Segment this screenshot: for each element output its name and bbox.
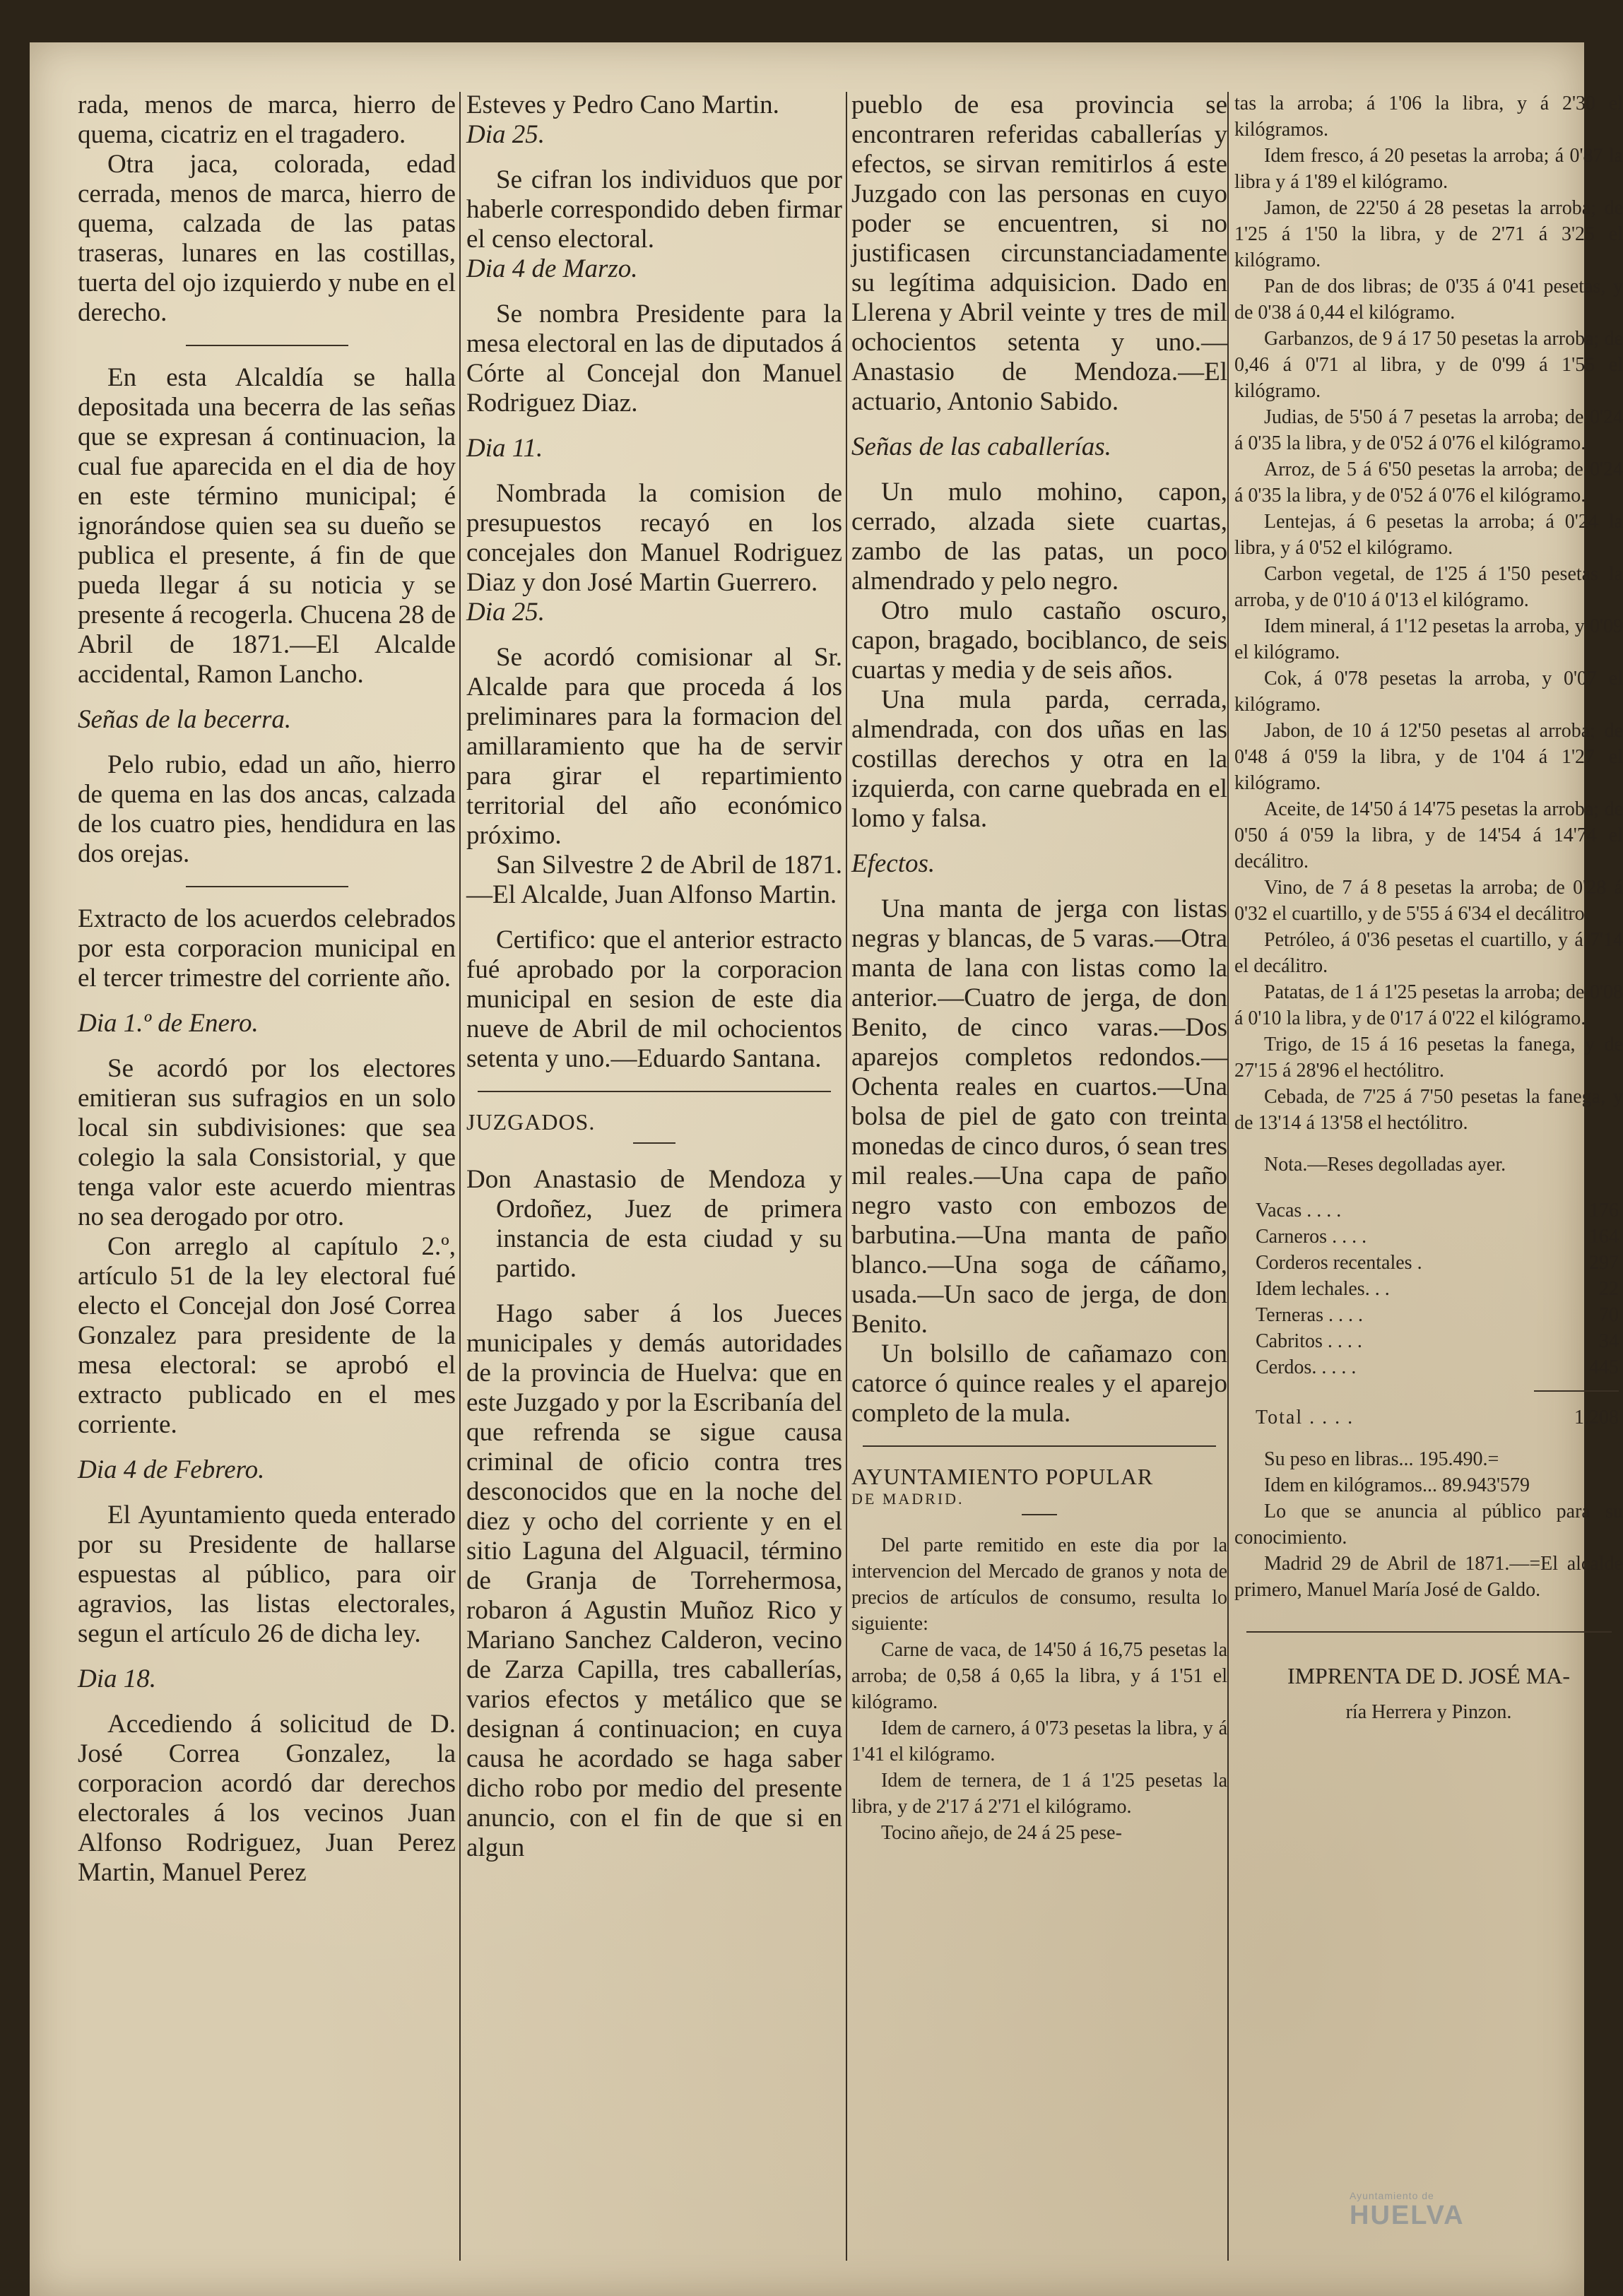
watermark-line: HUELVA [1350,2201,1465,2230]
date-heading: Dia 11. [466,434,543,463]
total-row [1234,1392,1623,1431]
divider [186,345,348,346]
table-row [1234,1250,1623,1276]
date-heading: Dia 4 de Marzo. [466,254,638,283]
row-label: Terneras . . . . [1256,1304,1363,1326]
paragraph: Con arreglo al capítulo 2.º, artículo 51 de la ley electoral fué electo el Concejal don José Correa Gonzalez para presidente de la mesa electoral: se aprobó el extracto publicado en el mes corriente. [78,1232,456,1439]
imprint-line: IMPRENTA DE D. JOSÉ MA- [1287,1663,1571,1688]
paragraph: Lo que se anuncia al público para su conocimiento. [1234,1501,1623,1549]
paragraph: Se nombra Presidente para la mesa electoral en las de diputados á Córte al Concejal don Manuel Rodriguez Diaz. [466,300,842,418]
total-label: Total . . . . [1256,1407,1355,1428]
section-heading: AYUNTAMIENTO POPULAR [851,1464,1154,1489]
paragraph: Madrid 29 de Abril de 1871.—=El alcalde primero, Manuel María José de Galdo. [1234,1553,1623,1601]
paragraph: Idem de carnero, á 0'73 pesetas la libra, y á 1'41 el kilógramo. [851,1717,1227,1765]
row-label: Cerdos. . . . . [1256,1356,1357,1378]
paragraph: Idem mineral, á 1'12 pesetas la arroba, y 0'09 el kilógramo. [1234,615,1623,663]
watermark-line: Ayuntamiento de [1350,2190,1434,2201]
paragraph: pueblo de esa provincia se encontraren referidas caballerías y efectos, se sirvan remitirlos á este Juzgado con las personas en cuyo poder se encuentren, si no justificasen circunstanciadamente su legítima adquisicion. Dado en Llerena y Abril veinte y tres de mil ochocientos setenta y uno.—Anastasio de Mendoza.—El actuario, Antonio Sabido. [851,90,1227,416]
table-row [1234,1276,1623,1302]
row-label: Idem lechales. . . [1256,1278,1390,1300]
divider [633,1142,675,1144]
paragraph: San Silvestre 2 de Abril de 1871.—El Alcalde, Juan Alfonso Martin. [466,851,842,909]
paragraph: Trigo, de 15 á 16 pesetas la fanega, y de 27'15 á 28'96 el hectólitro. [1234,1034,1623,1082]
paragraph: Patatas, de 1 á 1'25 pesetas la arroba; de 0'08 á 0'10 la libra, y de 0'17 á 0'22 el kilógramo. [1234,981,1623,1029]
paragraph: Del parte remitido en este dia por la intervencion del Mercado de granos y nota de precios de artículos de consumo, resulta lo siguiente: [851,1534,1227,1635]
column-1 [78,90,456,2268]
row-value: 70 [1599,1304,1619,1326]
paragraph: Tocino añejo, de 24 á 25 pese- [881,1822,1122,1844]
date-heading: Dia 25. [466,120,545,149]
table-row [1234,1354,1623,1380]
paragraph: Aceite, de 14'50 á 14'75 pesetas la arroba; de 0'50 á 0'59 la libra, y de 14'54 á 14'74 el decálitro. [1234,798,1623,872]
paragraph: Idem de ternera, de 1 á 1'25 pesetas la libra, y de 2'17 á 2'71 el kilógramo. [851,1770,1227,1818]
column-4 [1234,90,1623,2268]
paragraph: Jabon, de 10 á 12'50 pesetas al arroba; de 0'48 á 0'59 la libra, y de 1'04 á 1'27 el kilógramo. [1234,720,1623,794]
table-row [1234,1224,1623,1250]
row-value: 22 [1599,1278,1619,1300]
paragraph: rada, menos de marca, hierro de quema, cicatriz en el tragadero. [78,90,456,149]
paragraph: Cok, á 0'78 pesetas la arroba, y 0'07 el kilógramo. [1234,668,1623,716]
section-heading: JUZGADOS. [466,1109,596,1135]
section-subheading: Señas de las caballerías. [851,432,1111,461]
paragraph: Pelo rubio, edad un año, hierro de quema en las dos ancas, calzada de los cuatro pies, hendidura en las dos orejas. [78,750,456,868]
divider [863,1445,1216,1447]
column-rule [459,92,461,2261]
table-row [1234,1328,1623,1354]
divider [478,1091,831,1092]
date-heading: Dia 18. [78,1664,156,1693]
livestock-table [1234,1197,1623,1431]
paragraph: Arroz, de 5 á 6'50 pesetas la arroba; de 0'24 á 0'35 la libra, y de 0'52 á 0'76 el kilógramo. [1234,458,1623,507]
paragraph: Carne de vaca, de 14'50 á 16,75 pesetas la arroba; de 0,58 á 0,65 la libra, y á 1'51 el kilógramo. [851,1639,1227,1713]
paragraph: Judias, de 5'50 á 7 pesetas la arroba; de 0'24 á 0'35 la libra, y de 0'52 á 0'76 el kilógramo. [1234,406,1623,454]
paragraph: Nombrada la comision de presupuestos recayó en los concejales don Manuel Rodriguez Diaz y don José Martin Guerrero. [466,479,842,597]
row-label: Corderos recentales . [1256,1252,1422,1274]
date-heading: Dia 4 de Febrero. [78,1455,265,1484]
date-heading: Dia 25. [466,598,545,627]
table-row [1234,1197,1623,1224]
paragraph: Lentejas, á 6 pesetas la arroba; á 0'24 la libra, y á 0'52 el kilógramo. [1234,511,1623,559]
newspaper-page [30,42,1623,2296]
section-subheading: Efectos. [851,849,936,878]
paragraph: Un bolsillo de cañamazo con catorce ó quince reales y el aparejo completo de la mula. [851,1339,1227,1428]
paragraph: Hago saber á los Jueces municipales y demás autoridades de la provincia de Huelva: que en este Juzgado y por la Escribanía del que refrenda se sigue causa criminal de oficio contra tres desconocidos que en la noche del diez y ocho del corriente y en el sitio Laguna del Alguacil, término de Granja de Torrehermosa, robaron á Agustin Muñoz Rico y Mariano Sanchez Calderon, vecino de Zarza Capilla, tres caballerías, varios efectos y metálico que se designan á continuacion; en cuya causa he acordado se haga saber dicho robo por medio del presente anuncio, con el fin de que si en algun [466,1299,842,1862]
column-rule [1227,92,1229,2261]
paragraph: El Ayuntamiento queda enterado por su Presidente de hallarse espuestas al público, para oir agravios, las listas electorales, segun el artículo 26 de dicha ley. [78,1501,456,1648]
imprint-line: ría Herrera y Pinzon. [1345,1701,1512,1723]
total-value: 1.208 [1574,1407,1619,1428]
row-value: 176 [1589,1200,1619,1221]
paragraph: Garbanzos, de 9 á 17 50 pesetas la arroba; de 0,46 á 0'71 al libra, y de 0'99 á 1'55 el kilógramo. [1234,328,1623,402]
paragraph: Se acordó comisionar al Sr. Alcalde para que proceda á los preliminares para la formacion del amillaramiento que ha de servir para girar el repartimiento territorial del año económico próximo. [466,643,842,850]
paragraph: Una manta de jerga con listas negras y blancas, de 5 varas.—Otra manta de lana con listas como la anterior.—Cuatro de jerga, de don Benito, de cinco varas.—Dos aparejos completos redondos.—Ochenta reales en cuartos.—Una bolsa de piel de gato con treinta monedas de cinco duros, ó sean tres mil reales.—Una capa de paño negro vasto con embozos de barbutina.—Una manta de paño blanco.—Una soga de cáñamo, usada.—Un saco de jerga, de don Benito. [851,894,1227,1339]
paragraph: Otro mulo castaño oscuro, capon, bragado, bociblanco, de seis cuartas y media y de seis años. [851,596,1227,685]
column-2 [466,90,842,2268]
divider [1022,1514,1057,1515]
divider [1246,1631,1612,1633]
paragraph: Otra jaca, colorada, edad cerrada, menos de marca, hierro de quema, calzada de las patas traseras, lunares en las costillas, tuerta del ojo izquierdo y nube en el derecho. [78,150,456,327]
paragraph: Carbon vegetal, de 1'25 á 1'50 pesetas la arroba, y de 0'10 á 0'13 el kilógramo. [1234,563,1623,611]
paragraph: tas la arroba; á 1'06 la libra, y á 2'30 el kilógramos. [1234,93,1623,141]
paragraph: Un mulo mohino, capon, cerrado, alzada siete cuartas, zambo de las patas, un poco almendrado y pelo negro. [851,478,1227,596]
column-rule [846,92,847,2261]
paragraph: Cebada, de 7'25 á 7'50 pesetas la fanega, y de 13'14 á 13'58 el hectólitro. [1234,1086,1623,1134]
row-label: Vacas . . . . [1256,1200,1342,1221]
paragraph: Idem fresco, á 20 pesetas la arroba; á 0'87 la libra y á 1'89 el kilógramo. [1234,145,1623,193]
row-value: 164 [1589,1226,1619,1248]
paragraph: Certifico: que el anterior estracto fué aprobado por la corporacion municipal en sesion de este dia nueve de Abril de mil ochocientos setenta y uno.—Eduardo Santana. [466,925,842,1073]
row-value: 445 [1589,1356,1619,1378]
paragraph: Una mula parda, cerrada, almendrada, con dos uñas en las costillas derechos y otra en la izquierda, con carne quebrada en el lomo y falsa. [851,685,1227,833]
row-label: Cabritos . . . . [1256,1330,1362,1352]
column-3 [851,90,1227,2268]
paragraph: Su peso en libras... 195.490.= [1264,1448,1499,1470]
paragraph: Pan de dos libras; de 0'35 á 0'41 pesetas, y de 0'38 á 0,44 el kilógramo. [1234,276,1623,324]
paragraph: Petróleo, á 0'36 pesetas el cuartillo, y á 7'14 el decálitro. [1234,929,1623,977]
table-rule-row [1234,1380,1623,1392]
row-value: 34 [1599,1330,1619,1352]
section-heading: Extracto de los acuerdos celebrados por esta corporacion municipal en el tercer trimestre del corriente año. [78,904,456,993]
paragraph: Idem en kilógramos... 89.943'579 [1264,1474,1530,1496]
row-value: 297 [1589,1252,1619,1274]
paragraph: Esteves y Pedro Cano Martin. [466,90,779,119]
paragraph: En esta Alcaldía se halla depositada una becerra de las señas que se expresan á continuacion, la cual fue aparecida en el dia de hoy en este término municipal; é ignorándose quien sea su dueño se publica el presente, á fin de que pueda llegar á su noticia y se presente á recogerla. Chucena 28 de Abril de 1871.—El Alcalde accidental, Ramon Lancho. [78,363,456,689]
section-subheading: Señas de la becerra. [78,705,292,734]
paragraph: Don Anastasio de Mendoza y Ordoñez, Juez de primera instancia de esta ciudad y su partido. [466,1165,842,1283]
date-heading: Dia 1.º de Enero. [78,1009,259,1038]
paragraph: Se cifran los individuos que por haberle correspondido deben firmar el censo electoral. [466,165,842,254]
divider [186,886,348,887]
paragraph: Jamon, de 22'50 á 28 pesetas la arroba; de 1'25 á 1'50 la libra, y de 2'71 á 3'25 el kilógramo. [1234,197,1623,271]
paragraph: Se acordó por los electores emitieran sus sufragios en un solo local sin subdivisiones: que sea colegio la sala Consistorial, y que tenga valor este acuerdo mientras no sea derogado por otro. [78,1054,456,1231]
table-row [1234,1302,1623,1328]
row-label: Carneros . . . . [1256,1226,1367,1248]
paragraph: Accediendo á solicitud de D. José Correa Gonzalez, la corporacion acordó dar derechos electorales á los vecinos Juan Alfonso Rodriguez, Juan Perez Martin, Manuel Perez [78,1710,456,1887]
paragraph: Vino, de 7 á 8 pesetas la arroba; de 0'28 á 0'32 el cuartillo, y de 5'55 á 6'34 el decálitro. [1234,877,1623,925]
archive-watermark [1350,2190,1597,2239]
note-heading: Nota.—Reses degolladas ayer. [1264,1154,1506,1176]
section-subheading: DE MADRID. [851,1490,964,1508]
